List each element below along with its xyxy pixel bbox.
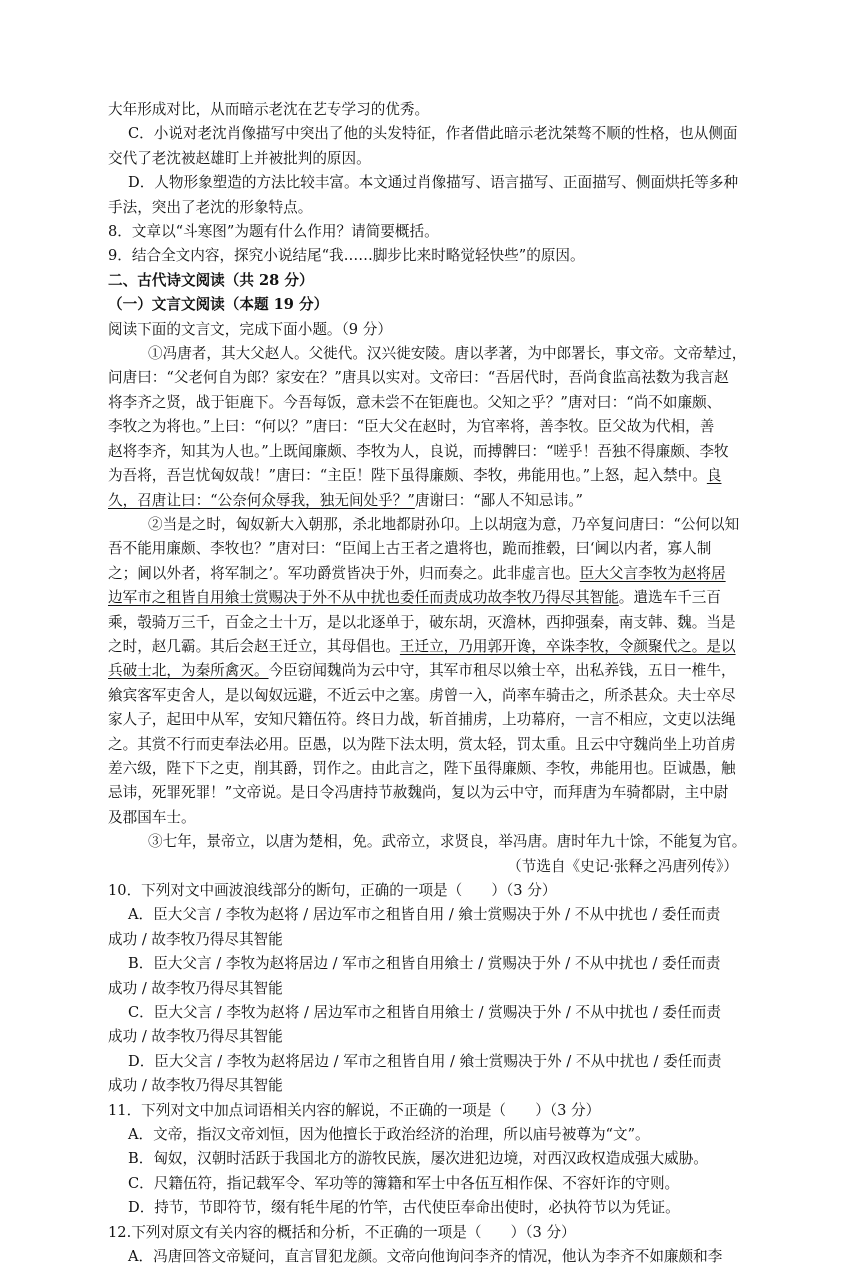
passage-para2-line-6-text: 之时，赵几霸。其后会赵王迁立，其母倡也。 xyxy=(108,637,400,655)
passage-para2-line-7-tail: 今臣窃闻魏尚为云中守，其军市租尽以飨士卒，出私养钱，五日一椎牛， xyxy=(268,662,736,680)
passage-source: （节选自《史记·张释之冯唐列传》） xyxy=(507,857,738,875)
q10-option-a-line-2: 成功 / 故李牧乃得尽其智能 xyxy=(108,930,283,948)
passage-para2-line-13: 及郡国车士。 xyxy=(108,808,196,826)
question-12: 12.下列对原文有关内容的概括和分析，不正确的一项是（ ）（3 分） xyxy=(108,1223,576,1241)
q10-option-b-line-2: 成功 / 故李牧乃得尽其智能 xyxy=(108,979,283,997)
q11-option-c: C．尺籍伍符，指记载军令、军功等的簿籍和军士中各伍互相作保、不容奸诈的守则。 xyxy=(128,1174,680,1192)
q11-option-b: B．匈奴，汉朝时活跃于我国北方的游牧民族，屡次进犯边境，对西汉政权造成强大威胁。 xyxy=(128,1150,708,1168)
passage-para2-line-6 xyxy=(108,635,758,659)
passage-para1-line-7 xyxy=(108,489,758,513)
passage-para2-line-8: 飨宾客军吏舍人，是以匈奴远避，不近云中之塞。虏曾一入，尚率车骑击之，所杀甚众。夫士卒尽 xyxy=(108,686,736,704)
question-8: 8．文章以“斗寒图”为题有什么作用？请简要概括。 xyxy=(108,223,439,241)
underlined-sentence-para2: 王迁立，乃用郭开谗，卒诛李牧，令颜聚代之。是以 xyxy=(399,637,736,655)
q10-option-c-line-1: C．臣大父言 / 李牧为赵将 / 居边军市之租皆自用飨士 / 赏赐决于外 / 不从中扰也 / 委任而责 xyxy=(128,1004,721,1022)
passage-para2-line-3 xyxy=(108,562,758,586)
q11-option-d: D．持节，节即符节，缀有牦牛尾的竹竿，古代使臣奉命出使时，必执符节以为凭证。 xyxy=(128,1199,680,1217)
passage-para2-line-4-tail: 。遣选车千三百 xyxy=(618,589,721,607)
passage-para1-line-3: 将李齐之贤，战于钜鹿下。今吾每饭，意未尝不在钜鹿也。父知之乎？”唐对曰：“尚不如廉颇、 xyxy=(108,393,722,411)
underlined-sentence-para1: 久，召唐让曰：“公奈何众辱我，独无间处乎？” xyxy=(108,491,415,509)
exam-page xyxy=(108,98,758,1270)
passage-para2-line-3-text: 之；阃以外者，将军制之’。军功爵赏皆决于外，归而奏之。此非虚言也。 xyxy=(108,564,580,582)
passage-para2-line-7 xyxy=(108,659,758,683)
passage-para2-line-9: 家人子，起田中从军，安知尺籍伍符。终日力战，斩首捕虏，上功幕府，一言不相应，文吏以法绳 xyxy=(108,711,736,729)
passage-para1-line-2: 问唐曰：“父老何自为郎？家安在？”唐具以实对。文帝曰：“吾居代时，吾尚食监高祛数为我言赵 xyxy=(108,369,729,387)
q7-option-d-line-2: 手法，突出了老沈的形象特点。 xyxy=(108,198,313,216)
q7-option-c-line-2: 交代了老沈被赵雄盯上并被批判的原因。 xyxy=(108,149,371,167)
q10-option-d-line-1: D．臣大父言 / 李牧为赵将居边 / 军市之租皆自用 / 飨士赏赐决于外 / 不从中扰也 / 委任而责 xyxy=(128,1052,722,1070)
q10-option-d-line-2: 成功 / 故李牧乃得尽其智能 xyxy=(108,1077,283,1095)
passage-para1-end: 唐谢曰：“鄙人不知忌讳。” xyxy=(414,491,583,509)
q10-option-c-line-2: 成功 / 故李牧乃得尽其智能 xyxy=(108,1028,283,1046)
q10-option-a-line-1: A．臣大父言 / 李牧为赵将 / 居边军市之租皆自用 / 飨士赏赐决于外 / 不从中扰也 / 委任而责 xyxy=(128,906,721,924)
wavy-underline-start: 臣大父言李牧为赵将居 xyxy=(579,564,726,582)
passage-para1-line-4: 李牧之为将也。”上曰：“何以？”唐曰：“臣大父在赵时，为官率将，善李牧。臣父故为代相，善 xyxy=(108,418,715,436)
passage-para1-line-5: 赵将李齐，知其为人也。”上既闻廉颇、李牧为人，良说，而搏髀曰：“嗟乎！吾独不得廉颇、李牧 xyxy=(108,442,729,460)
question-9: 9．结合全文内容，探究小说结尾“我……脚步比来时略觉轻快些”的原因。 xyxy=(108,247,585,265)
passage-para2-line-12: 忌讳，死罪死罪！”文帝说。是日令冯唐持节赦魏尚，复以为云中守，而拜唐为车骑都尉，主中尉 xyxy=(108,784,729,802)
underlined-sentence-para2-end: 兵破士北，为秦所禽灭。 xyxy=(108,662,269,680)
section-subheading-classical: （一）文言文阅读（本题 19 分） xyxy=(108,296,329,314)
passage-para2-line-1: ②当是之时，匈奴新大入朝那，杀北地都尉孙卬。上以胡寇为意，乃卒复问唐曰：“公何以知 xyxy=(148,515,740,533)
passage-para1-line-1: ①冯唐者，其大父赵人。父徙代。汉兴徙安陵。唐以孝著，为中郎署长，事文帝。文帝辇过， xyxy=(148,345,747,363)
passage-para2-line-5: 乘，彀骑万三千，百金之士十万，是以北逐单于，破东胡，灭澹林，西抑强秦，南支韩、魏。当是 xyxy=(108,613,736,631)
passage-para3: ③七年，景帝立，以唐为楚相，免。武帝立，求贤良，举冯唐。唐时年九十馀，不能复为官。 xyxy=(148,833,747,851)
passage-para2-line-11: 差六级，陛下下之吏，削其爵，罚作之。由此言之，陛下虽得廉颇、李牧，弗能用也。臣诚愚，触 xyxy=(108,759,736,777)
q12-option-a: A．冯唐回答文帝疑问，直言冒犯龙颜。文帝向他询问李齐的情况，他认为李齐不如廉颇和李 xyxy=(128,1248,723,1266)
reading-instruction: 阅读下面的文言文，完成下面小题。（9 分） xyxy=(108,320,392,338)
q7-option-c-line-1: C．小说对老沈肖像描写中突出了他的头发特征，作者借此暗示老沈桀骜不顺的性格，也从侧面 xyxy=(128,125,738,143)
question-10: 10．下列对文中画波浪线部分的断句，正确的一项是（ ）（3 分） xyxy=(108,882,557,899)
q10-option-b-line-1: B．臣大父言 / 李牧为赵将居边 / 军市之租皆自用飨士 / 赏赐决于外 / 不从中扰也 / 委任而责 xyxy=(128,955,721,973)
question-11: 11．下列对文中加点词语相关内容的解说，不正确的一项是（ ）（3 分） xyxy=(108,1101,601,1119)
passage-para1-line-6-text: 为吾将，吾岂忧匈奴哉！”唐曰：“主臣！陛下虽得廉颇、李牧，弗能用也。”上怒，起入禁中。 xyxy=(108,467,707,485)
passage-para1-line-6 xyxy=(108,464,758,488)
underlined-liang: 良 xyxy=(706,467,722,485)
q11-option-a: A．文帝，指汉文帝刘恒，因为他擅长于政治经济的治理，所以庙号被尊为“文”。 xyxy=(128,1126,650,1144)
wavy-underline-segment: 边军市之租皆自用飨士赏赐决于外不从中扰也委任而责成功故李牧乃得尽其智能 xyxy=(108,589,619,607)
section-heading-2: 二、古代诗文阅读（共 28 分） xyxy=(108,271,314,289)
passage-para2-line-2: 吾不能用廉颇、李牧也？”唐对曰：“臣闻上古王者之遣将也，跪而推毂，曰‘阃以内者，寡人制 xyxy=(108,540,712,558)
passage-para2-line-10: 之。其赏不行而吏奉法必用。臣愚，以为陛下法太明，赏太轻，罚太重。且云中守魏尚坐上功首虏 xyxy=(108,735,736,753)
passage-para2-line-4 xyxy=(108,586,758,610)
q7-option-d-line-1: D．人物形象塑造的方法比较丰富。本文通过肖像描写、语言描写、正面描写、侧面烘托等多种 xyxy=(128,174,739,192)
q7-text-line-1: 大年形成对比，从而暗示老沈在艺专学习的优秀。 xyxy=(108,101,430,118)
